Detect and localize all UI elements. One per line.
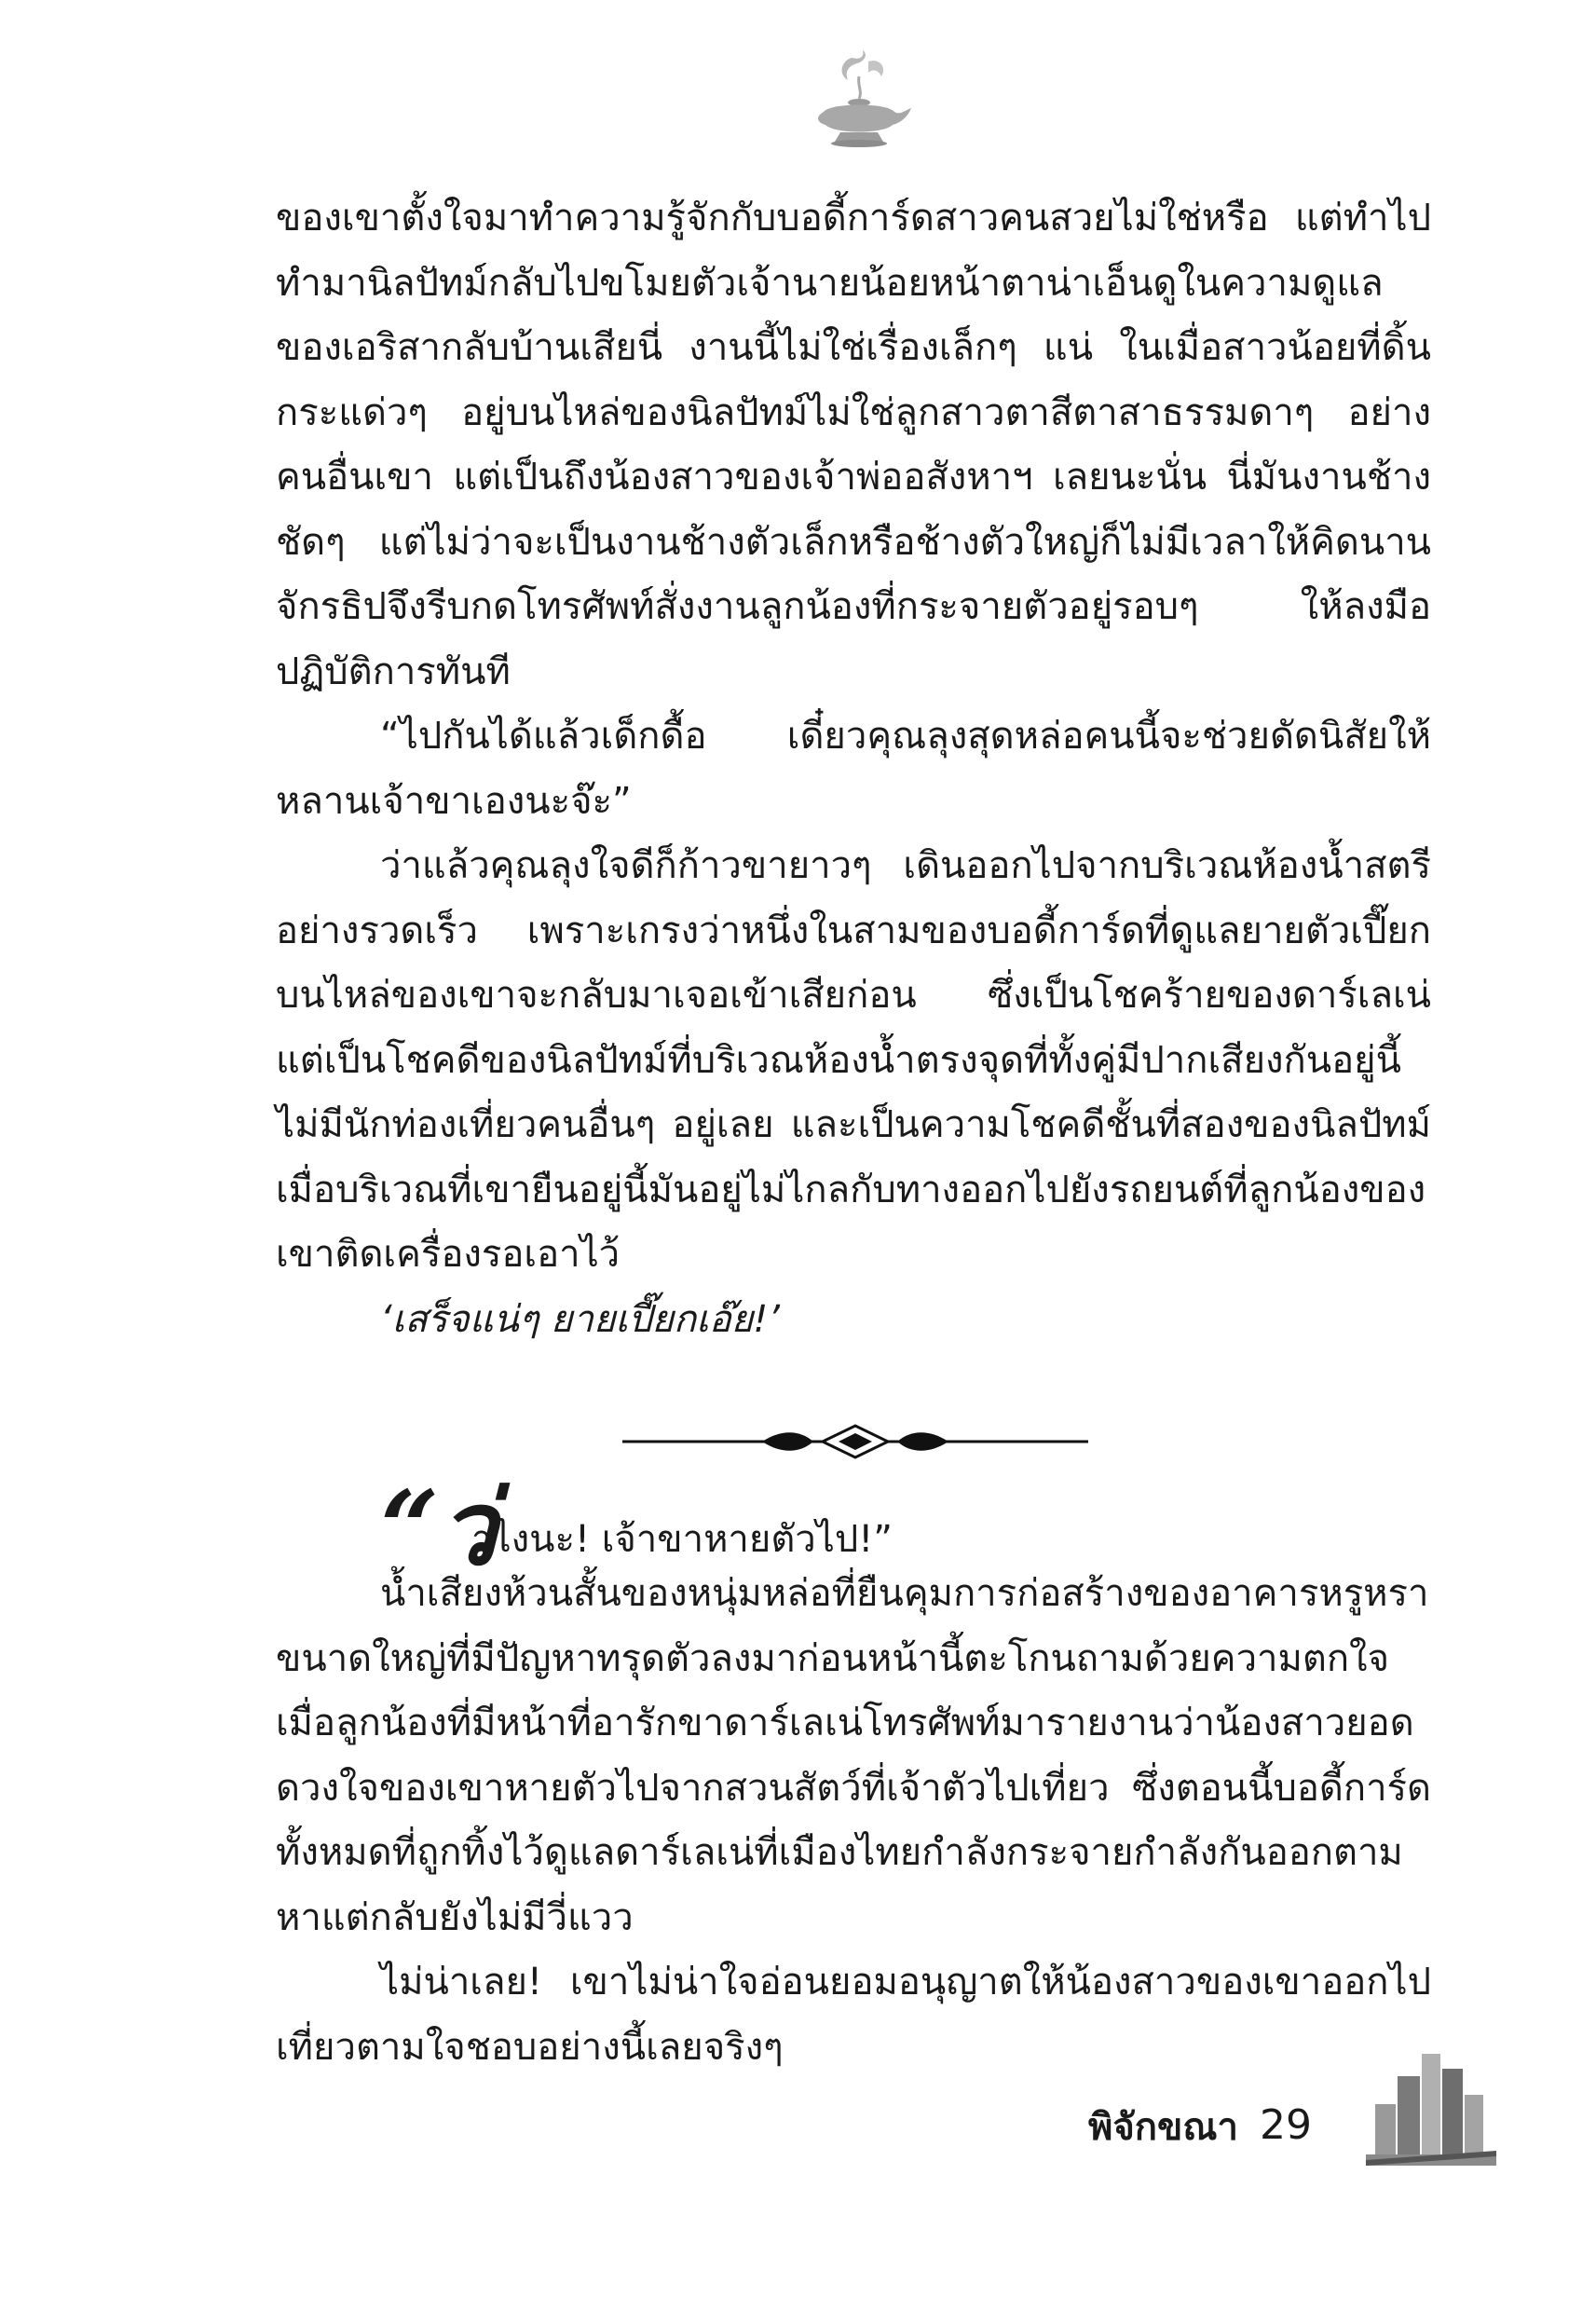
- city-buildings-icon: [1366, 2048, 1496, 2169]
- paragraph-6: ไม่น่าเลย! เขาไม่น่าใจอ่อนยอมอนุญาตให้น้องสาวของเขาออกไปเที่ยวตามใจชอบอย่างนี้เลยจริงๆ: [276, 1961, 1431, 2069]
- body-text-bottom: [276, 1562, 1431, 2080]
- dropcap-letter: “ว่: [380, 1468, 498, 1588]
- paragraph-1: ของเขาตั้งใจมาทำความรู้จักกับบอดี้การ์ดสาวคนสวยไม่ใช่หรือ แต่ทำไปทำมานิลปัทม์กลับไปขโมยตัวเจ้านายน้อยหน้าตาน่าเอ็นดูในความดูแลของเอริสากลับบ้านเสียนี่ งานนี้ไม่ใช่เรื่องเล็กๆ แน่ ในเมื่อสาวน้อยที่ดิ้นกระแด่วๆ อยู่บนไหล่ของนิลปัทม์ไม่ใช่ลูกสาวตาสีตาสาธรรมดาๆ อย่างคนอื่นเขา แต่เป็นถึงน้องสาวของเจ้าพ่ออสังหาฯ เลยนะนั่น นี่มันงานช้างชัดๆ แต่ไม่ว่าจะเป็นงานช้างตัวเล็กหรือช้างตัวใหญ่ก็ไม่มีเวลาให้คิดนาน จักรธิปจึงรีบกดโทรศัพท์สั่งงานลูกน้องที่กระจายตัวอยู่รอบๆ ให้ลงมือปฏิบัติการทันที: [276, 197, 1431, 693]
- footer-book-title: พิจักขณา: [1088, 2106, 1238, 2149]
- paragraph-2: “ไปกันได้แล้วเด็กดื้อ เดี๋ยวคุณลุงสุดหล่อคนนี้จะช่วยดัดนิสัยให้หลานเจ้าขาเองนะจ๊ะ”: [276, 715, 1431, 823]
- section-divider-ornament: [622, 1420, 1088, 1463]
- lamp-ornament-icon: [803, 48, 915, 151]
- page-number: 29: [1260, 2101, 1312, 2149]
- paragraph-4-thought: ‘เสร็จแน่ๆ ยายเปี๊ยกเอ๊ย!’: [380, 1297, 780, 1341]
- paragraph-5: น้ำเสียงห้วนสั้นของหนุ่มหล่อที่ยืนคุมการก่อสร้างของอาคารหรูหราขนาดใหญ่ที่มีปัญหาทรุดตัวลงมาก่อนหน้านี้ตะโกนถามด้วยความตกใจ เมื่อลูกน้องที่มีหน้าที่อารักขาดาร์เลเน่โทรศัพท์มารายงานว่าน้องสาวยอดดวงใจของเขาหายตัวไปจากสวนสัตว์ที่เจ้าตัวไปเที่ยว ซึ่งตอนนี้บอดี้การ์ดทั้งหมดที่ถูกทิ้งไว้ดูแลดาร์เลเน่ที่เมืองไทยกำลังกระจายกำลังกันออกตามหาแต่กลับยังไม่มีวี่แวว: [276, 1572, 1431, 1939]
- body-text-top: [276, 186, 1431, 1352]
- dropcap-rest-text: าไงนะ! เจ้าขาหายตัวไป!”: [471, 1518, 893, 1561]
- paragraph-3: ว่าแล้วคุณลุงใจดีก็ก้าวขายาวๆ เดินออกไปจากบริเวณห้องน้ำสตรีอย่างรวดเร็ว เพราะเกรงว่าหนึ่งในสามของบอดี้การ์ดที่ดูแลยายตัวเปี๊ยกบนไหล่ของเขาจะกลับมาเจอเข้าเสียก่อน ซึ่งเป็นโชคร้ายของดาร์เลเน่ แต่เป็นโชคดีของนิลปัทม์ที่บริเวณห้องน้ำตรงจุดที่ทั้งคู่มีปากเสียงกันอยู่นี้ไม่มีนักท่องเที่ยวคนอื่นๆ อยู่เลย และเป็นความโชคดีชั้นที่สองของนิลปัทม์ เมื่อบริเวณที่เขายืนอยู่นี้มันอยู่ไม่ไกลกับทางออกไปยังรถยนต์ที่ลูกน้องของเขาติดเครื่องรอเอาไว้: [276, 844, 1431, 1276]
